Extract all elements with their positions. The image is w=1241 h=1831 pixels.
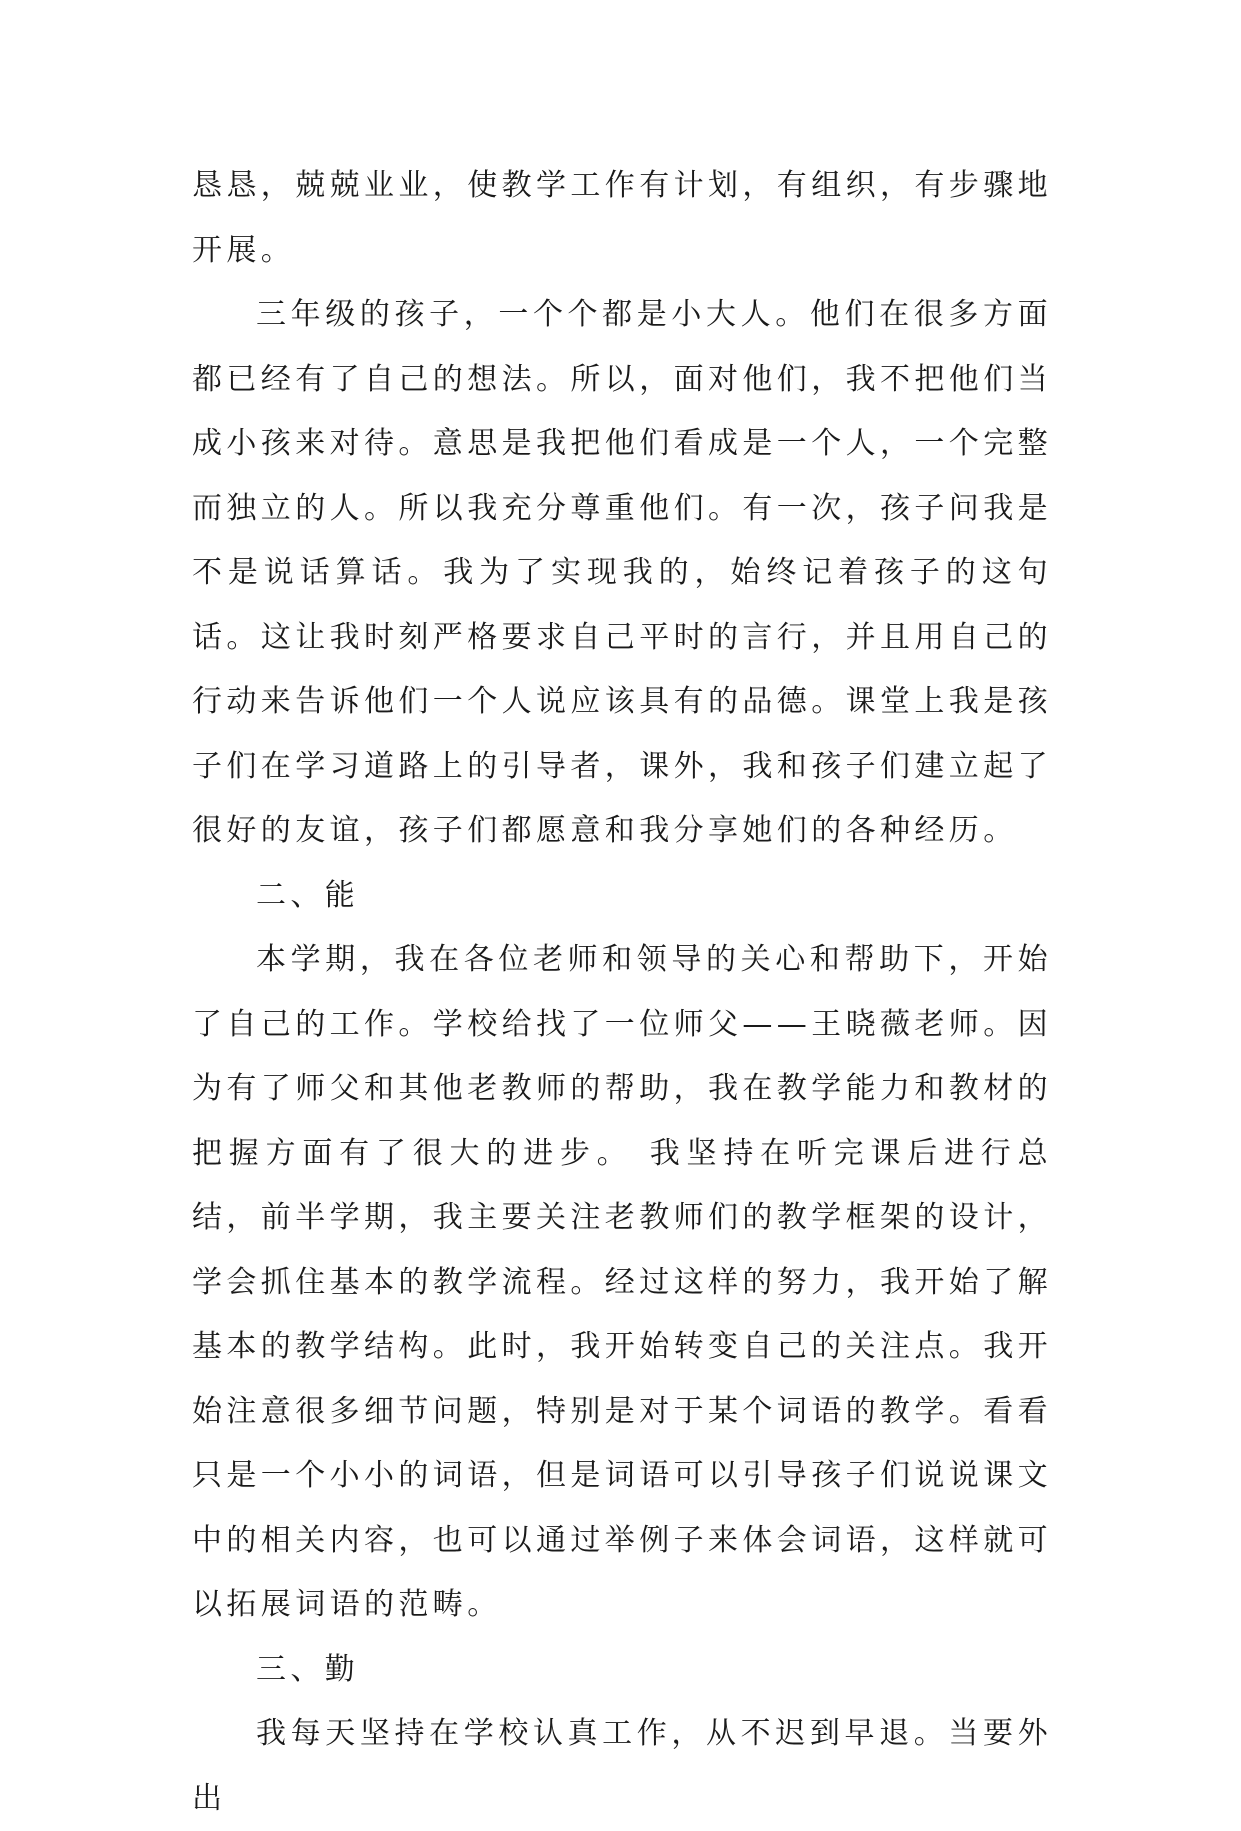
paragraph-continuation: 恳恳，兢兢业业，使教学工作有计划，有组织，有步骤地开展。 bbox=[192, 168, 1052, 268]
section-heading-ability: 二、能 bbox=[256, 877, 360, 913]
paragraph-ability: 本学期，我在各位老师和领导的关心和帮助下，开始了自己的工作。学校给找了一位师父——王晓薇老师。因为有了师父和其他老教师的帮助，我在教学能力和教材的把握方面有了很大的进步。 我坚持在听完课后进行总结，前半学期，我主要关注老教师们的教学框架的设计，学会抓住基本的教学流程。经过这样的努力，我开始了解基本的教学结构。此时，我开始转变自己的关注点。我开始注意很多细节问题，特别是对于某个词语的教学。看看只是一个小小的词语，但是词语可以引导孩子们说说课文中的相关内容，也可以通过举例子来体会词语，这样就可以拓展词语的范畴。 bbox=[192, 942, 1052, 1622]
section-heading-diligence: 三、勤 bbox=[256, 1651, 360, 1687]
paragraph-diligence: 我每天坚持在学校认真工作，从不迟到早退。当要外出 bbox=[192, 1716, 1052, 1816]
paragraph-third-grade-children: 三年级的孩子，一个个都是小大人。他们在很多方面都已经有了自己的想法。所以，面对他们，我不把他们当成小孩来对待。意思是我把他们看成是一个人，一个完整而独立的人。所以我充分尊重他们。有一次，孩子问我是不是说话算话。我为了实现我的，始终记着孩子的这句话。这让我时刻严格要求自己平时的言行，并且用自己的行动来告诉他们一个人说应该具有的品德。课堂上我是孩子们在学习道路上的引导者，课外，我和孩子们建立起了很好的友谊，孩子们都愿意和我分享她们的各种经历。 bbox=[192, 297, 1052, 848]
document-body bbox=[192, 154, 1052, 1831]
